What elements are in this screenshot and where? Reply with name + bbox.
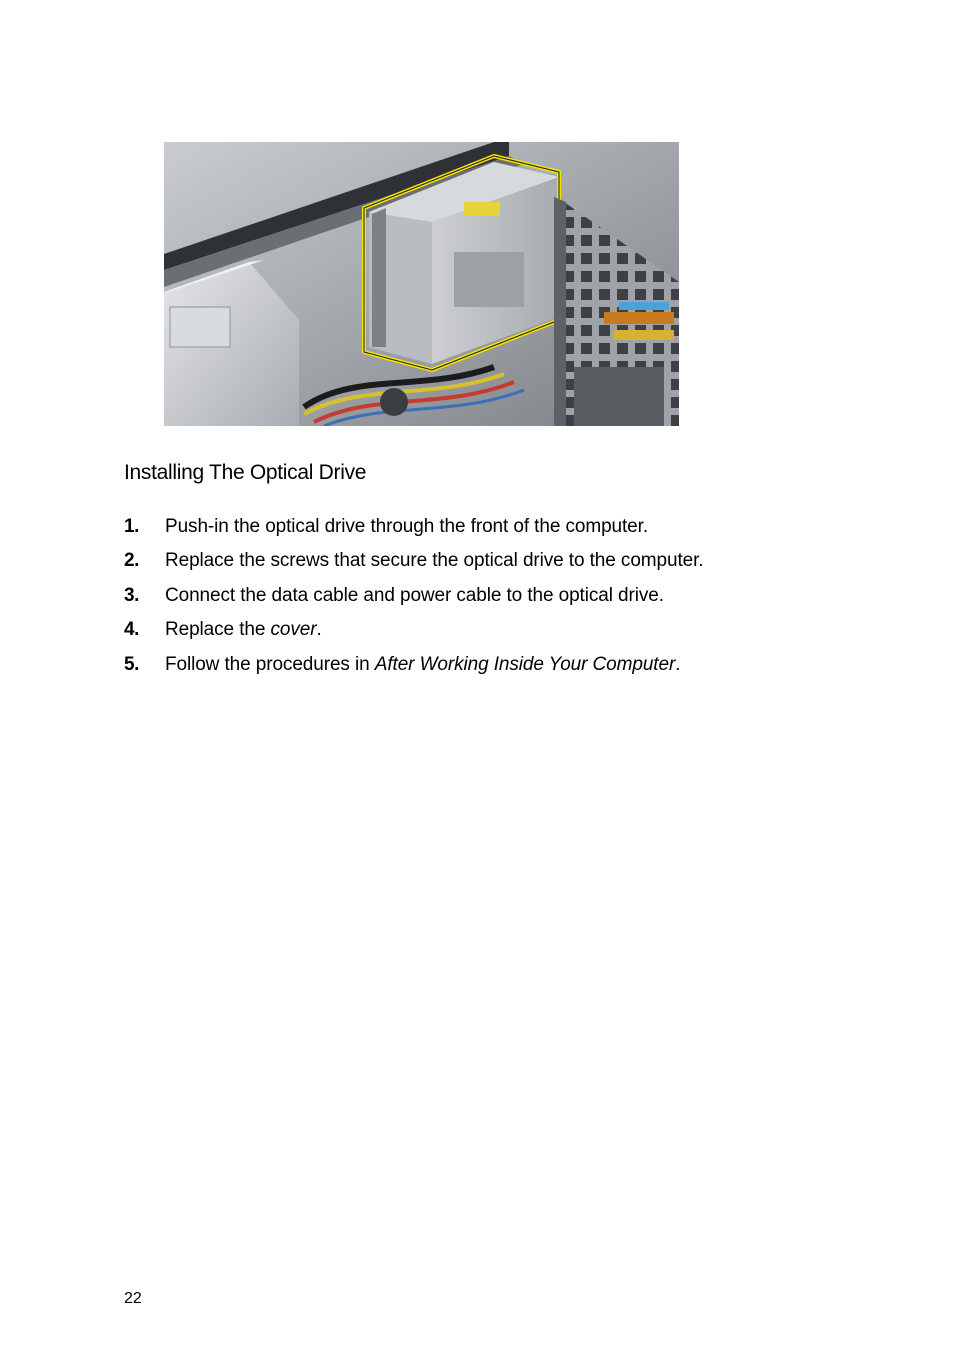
step-number: 4. bbox=[124, 619, 139, 641]
cover-link[interactable]: cover bbox=[270, 619, 317, 641]
step-text bbox=[165, 583, 664, 609]
step-text bbox=[165, 548, 703, 574]
optical-drive-illustration bbox=[164, 142, 679, 426]
step-text bbox=[165, 514, 648, 540]
page-number: 22 bbox=[124, 1290, 142, 1307]
step-number: 3. bbox=[124, 584, 139, 606]
step-number: 5. bbox=[124, 653, 139, 675]
step-item bbox=[124, 548, 844, 582]
section-heading: Installing The Optical Drive bbox=[124, 461, 367, 484]
step-item bbox=[124, 617, 844, 651]
step-text-body: Replace the bbox=[165, 619, 271, 641]
step-text-body: Follow the procedures in bbox=[165, 653, 375, 675]
optical-drive-figure bbox=[164, 142, 679, 426]
after-working-link[interactable]: After Working Inside Your Computer bbox=[374, 653, 676, 675]
step-item bbox=[124, 652, 844, 686]
step-text bbox=[165, 617, 322, 643]
procedure-steps bbox=[124, 514, 844, 686]
step-text bbox=[165, 652, 680, 678]
step-text-body: Connect the data cable and power cable to the optical drive. bbox=[165, 584, 664, 606]
step-text-body: Replace the screws that secure the optical drive to the computer. bbox=[165, 550, 704, 572]
step-text-body: Push-in the optical drive through the front of the computer. bbox=[165, 516, 649, 537]
step-item bbox=[124, 583, 844, 617]
step-number: 2. bbox=[124, 550, 139, 572]
step-text-end: . bbox=[675, 653, 681, 675]
step-number: 1. bbox=[124, 516, 139, 537]
step-item bbox=[124, 514, 844, 548]
step-text-end: . bbox=[316, 619, 322, 641]
